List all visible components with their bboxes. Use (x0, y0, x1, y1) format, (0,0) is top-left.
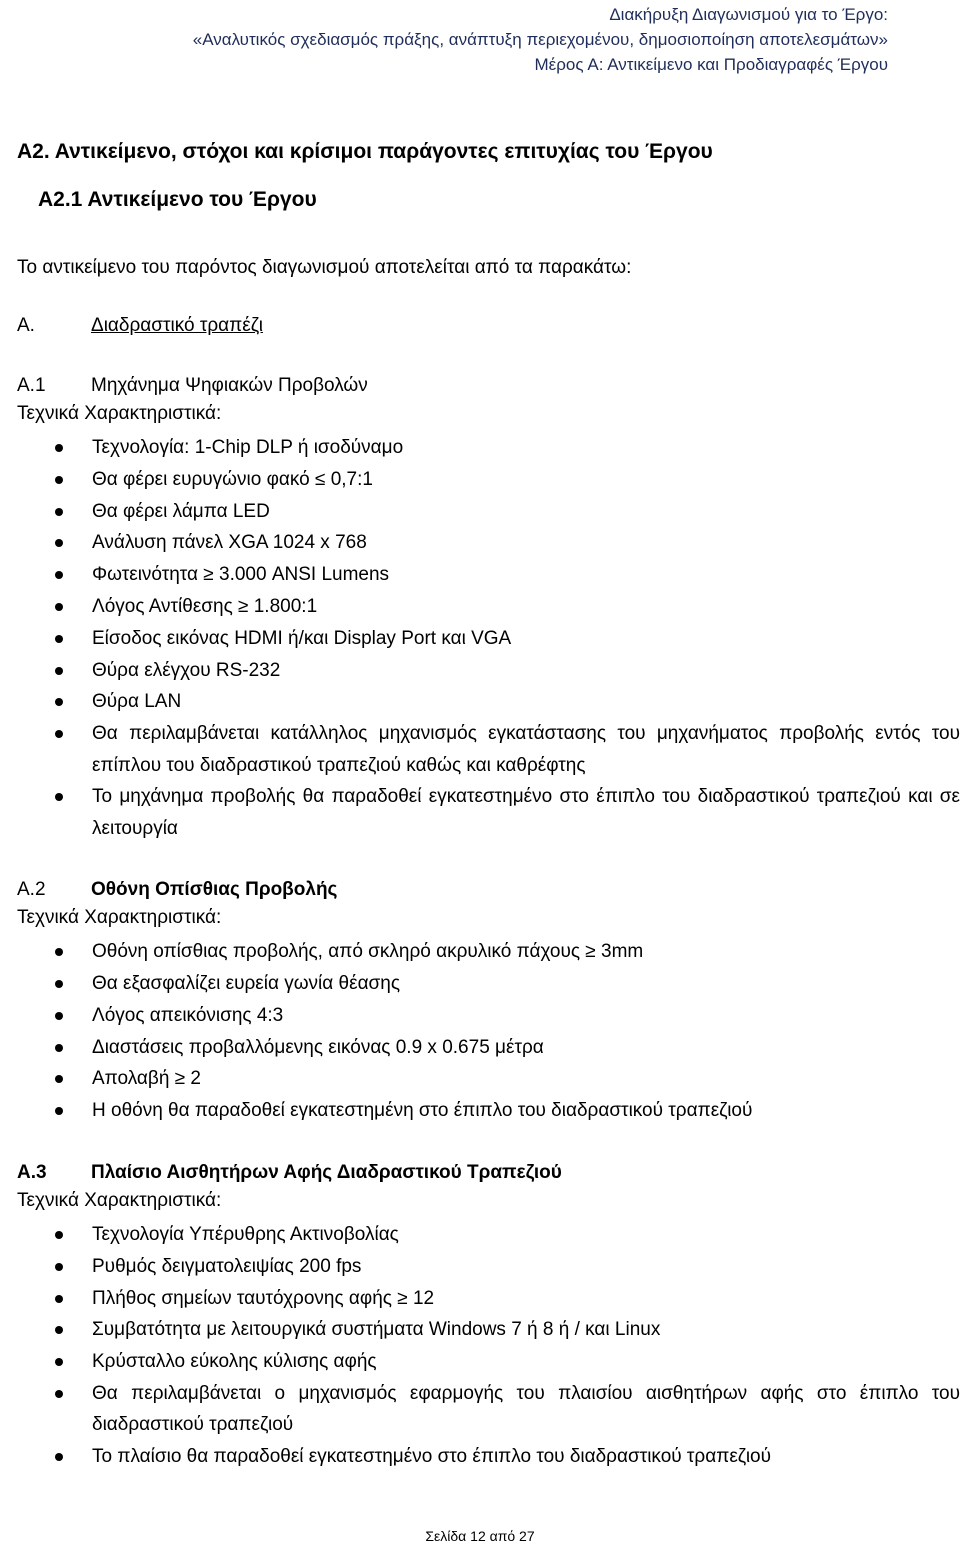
section-a1-spec-label: Τεχνικά Χαρακτηριστικά: (17, 403, 222, 424)
list-item: Θα φέρει ευρυγώνιο φακό ≤ 0,7:1 (17, 464, 960, 496)
sub-heading: Α2.1 Αντικείμενο του Έργου (38, 188, 317, 211)
main-heading: Α2. Αντικείμενο, στόχοι και κρίσιμοι παράγοντες επιτυχίας του Έργου (17, 140, 713, 163)
bullet-icon (55, 698, 63, 706)
section-a1-heading (17, 372, 960, 400)
list-item: Θα περιλαμβάνεται ο μηχανισμός εφαρμογής του πλαισίου αισθητήρων αφής στο έπιπλο του διαδραστικού τραπεζιού (17, 1378, 960, 1441)
header-line-1: Διακήρυξη Διαγωνισμού για το Έργο: (609, 5, 888, 24)
bullet-icon (55, 1231, 63, 1239)
bullet-icon (55, 1044, 63, 1052)
section-a3-number: Α.3 (17, 1161, 47, 1183)
list-item: Το μηχάνημα προβολής θα παραδοθεί εγκατεστημένο στο έπιπλο του διαδραστικού τραπεζιού και σε λειτουργία (17, 781, 960, 844)
section-a1-number: Α.1 (17, 375, 46, 396)
section-a3-spec-label: Τεχνικά Χαρακτηριστικά: (17, 1189, 222, 1211)
bullet-icon (55, 571, 63, 579)
bullet-icon (55, 539, 63, 547)
page-header (193, 2, 888, 77)
section-a-heading (17, 312, 960, 340)
bullet-icon (55, 1075, 63, 1083)
header-line-2: «Αναλυτικός σχεδιασμός πράξης, ανάπτυξη περιεχομένου, δημοσιοποίηση αποτελεσμάτων» (192, 30, 888, 49)
intro-paragraph: Το αντικείμενο του παρόντος διαγωνισμού αποτελείται από τα παρακάτω: (17, 257, 632, 278)
list-item: Θύρα ελέγχου RS-232 (17, 655, 960, 687)
bullet-icon (55, 1453, 63, 1461)
section-a3-title: Πλαίσιο Αισθητήρων Αφής Διαδραστικού Τραπεζιού (91, 1161, 562, 1183)
list-item: Κρύσταλλο εύκολης κύλισης αφής (17, 1346, 960, 1378)
bullet-icon (55, 948, 63, 956)
bullet-icon (55, 1358, 63, 1366)
section-a3-list (17, 1219, 960, 1473)
bullet-icon (55, 508, 63, 516)
section-a2-heading (17, 876, 960, 904)
section-a2-spec-label: Τεχνικά Χαρακτηριστικά: (17, 907, 222, 929)
list-item: Συμβατότητα με λειτουργικά συστήματα Windows 7 ή 8 ή / και Linux (17, 1314, 960, 1346)
page-number: Σελίδα 12 από 27 (425, 1528, 535, 1544)
bullet-icon (55, 793, 63, 801)
section-a2-list (17, 936, 960, 1127)
bullet-icon (55, 1012, 63, 1020)
list-item: Λόγος Αντίθεσης ≥ 1.800:1 (17, 591, 960, 623)
section-a3-heading (17, 1159, 960, 1187)
section-a1-title: Μηχάνημα Ψηφιακών Προβολών (91, 375, 368, 396)
page-content (17, 138, 960, 1473)
list-item: Πλήθος σημείων ταυτόχρονης αφής ≥ 12 (17, 1283, 960, 1315)
list-item: Θα εξασφαλίζει ευρεία γωνία θέασης (17, 968, 960, 1000)
list-item: Λόγος απεικόνισης 4:3 (17, 1000, 960, 1032)
bullet-icon (55, 444, 63, 452)
list-item: Τεχνολογία Υπέρυθρης Ακτινοβολίας (17, 1219, 960, 1251)
bullet-icon (55, 730, 63, 738)
bullet-icon (55, 476, 63, 484)
list-item: Το πλαίσιο θα παραδοθεί εγκατεστημένο στο έπιπλο του διαδραστικού τραπεζιού (17, 1441, 960, 1473)
bullet-icon (55, 1295, 63, 1303)
section-a2-title: Οθόνη Οπίσθιας Προβολής (91, 879, 338, 901)
list-item: Η οθόνη θα παραδοθεί εγκατεστημένη στο έπιπλο του διαδραστικού τραπεζιού (17, 1095, 960, 1127)
list-item: Οθόνη οπίσθιας προβολής, από σκληρό ακρυλικό πάχους ≥ 3mm (17, 936, 960, 968)
bullet-icon (55, 1326, 63, 1334)
list-item: Είσοδος εικόνας HDMI ή/και Display Port και VGA (17, 623, 960, 655)
list-item: Θα φέρει λάμπα LED (17, 496, 960, 528)
list-item: Διαστάσεις προβαλλόμενης εικόνας 0.9 x 0.675 μέτρα (17, 1032, 960, 1064)
bullet-icon (55, 1107, 63, 1115)
list-item: Ανάλυση πάνελ XGA 1024 x 768 (17, 527, 960, 559)
list-item: Απολαβή ≥ 2 (17, 1063, 960, 1095)
bullet-icon (55, 603, 63, 611)
bullet-icon (55, 1390, 63, 1398)
bullet-icon (55, 635, 63, 643)
list-item: Θα περιλαμβάνεται κατάλληλος μηχανισμός εγκατάστασης του μηχανήματος προβολής εντός του επίπλου του διαδραστικού τραπεζιού καθώς και καθρέφτης (17, 718, 960, 781)
bullet-icon (55, 980, 63, 988)
section-a1-list (17, 432, 960, 844)
list-item: Τεχνολογία: 1-Chip DLP ή ισοδύναμο (17, 432, 960, 464)
section-a-number: Α. (17, 315, 35, 336)
header-line-3: Μέρος Α: Αντικείμενο και Προδιαγραφές Έργου (534, 55, 888, 74)
section-a-title: Διαδραστικό τραπέζι (91, 315, 263, 336)
list-item: Φωτεινότητα ≥ 3.000 ANSI Lumens (17, 559, 960, 591)
bullet-icon (55, 667, 63, 675)
list-item: Ρυθμός δειγματολειψίας 200 fps (17, 1251, 960, 1283)
list-item: Θύρα LAN (17, 686, 960, 718)
section-a2-number: Α.2 (17, 879, 46, 901)
bullet-icon (55, 1263, 63, 1271)
